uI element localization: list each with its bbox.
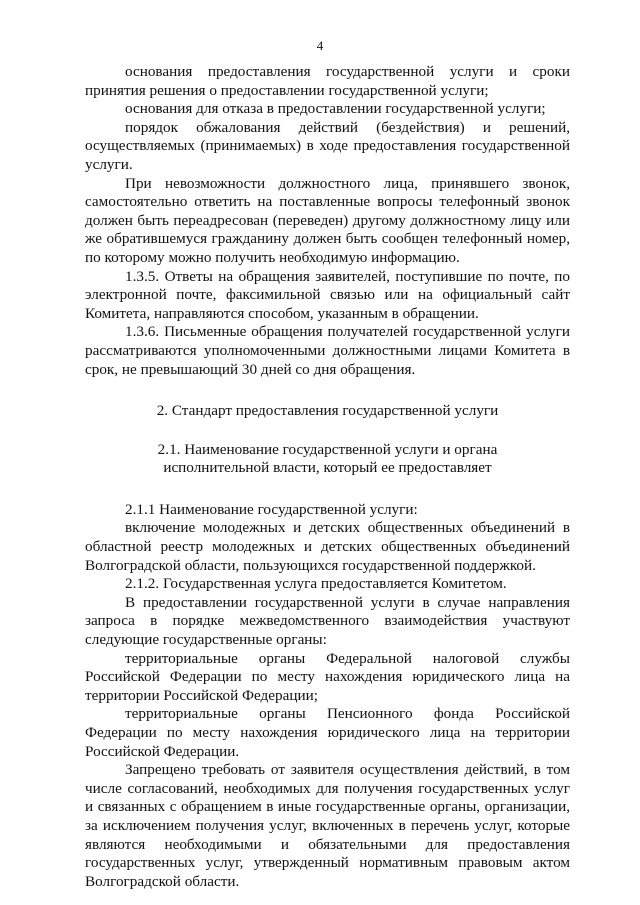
paragraph: В предоставлении государственной услуги в случае направления запроса в порядке межведомственного взаимодействия участвуют следующие государственные органы: [85, 593, 570, 649]
paragraph: основания для отказа в предоставлении государственной услуги; [125, 100, 546, 118]
paragraph: 1.3.6. Письменные обращения получателей государственной услуги рассматриваются уполномоченными должностными лицами Комитета в срок, не превышающий 30 дней со дня обращения. [85, 323, 570, 378]
subsection-title-line: исполнительной власти, который ее предоставляет [163, 459, 492, 477]
paragraph: включение молодежных и детских общественных объединений в областной реестр молодежных и детских общественных объединений Волгоградской области, пользующихся государственной поддержкой. [85, 519, 570, 574]
subsection-title [85, 441, 570, 478]
paragraph: основания предоставления государственной услуги и сроки принятия решения о предоставлении государственной услуги; [85, 63, 570, 99]
paragraph: 2.1.2. Государственная услуга предоставляется Комитетом. [125, 575, 507, 593]
section-title: 2. Стандарт предоставления государственной услуги [156, 402, 499, 420]
paragraph: территориальные органы Пенсионного фонда Российской Федерации по месту нахождения юридического лица на территории Российской Федерации. [85, 705, 570, 760]
page-number: 4 [316, 38, 324, 53]
document-body [85, 63, 570, 891]
subsection-title-line: 2.1. Наименование государственной услуги и органа [157, 440, 498, 458]
paragraph: 2.1.1 Наименование государственной услуги: [125, 500, 418, 518]
paragraph: 1.3.5. Ответы на обращения заявителей, поступившие по почте, по электронной почте, факсимильной связью или на официальный сайт Комитета, направляются способом, указанным в обращении. [85, 267, 570, 322]
paragraph: Запрещено требовать от заявителя осуществления действий, в том числе согласований, необходимых для получения государственных услуг и связанных с обращением в иные государственные органы, организации, за исключением получения услуг, включенных в перечень услуг, которые являются необходимыми и обязательными для предоставления государственных услуг, утвержденный нормативным правовым актом Волгоградской области. [85, 761, 570, 890]
paragraph: порядок обжалования действий (бездействия) и решений, осуществляемых (принимаемых) в ходе предоставления государственной услуги. [85, 118, 570, 173]
paragraph: территориальные органы Федеральной налоговой службы Российской Федерации по месту нахождения юридического лица на территории Российской Федерации; [85, 649, 570, 704]
paragraph: При невозможности должностного лица, принявшего звонок, самостоятельно ответить на поставленные вопросы телефонный звонок должен быть переадресован (переведен) другому должностному лицу или же обратившемуся гражданину должен быть сообщен телефонный номер, по которому можно получить необходимую информацию. [85, 174, 570, 266]
